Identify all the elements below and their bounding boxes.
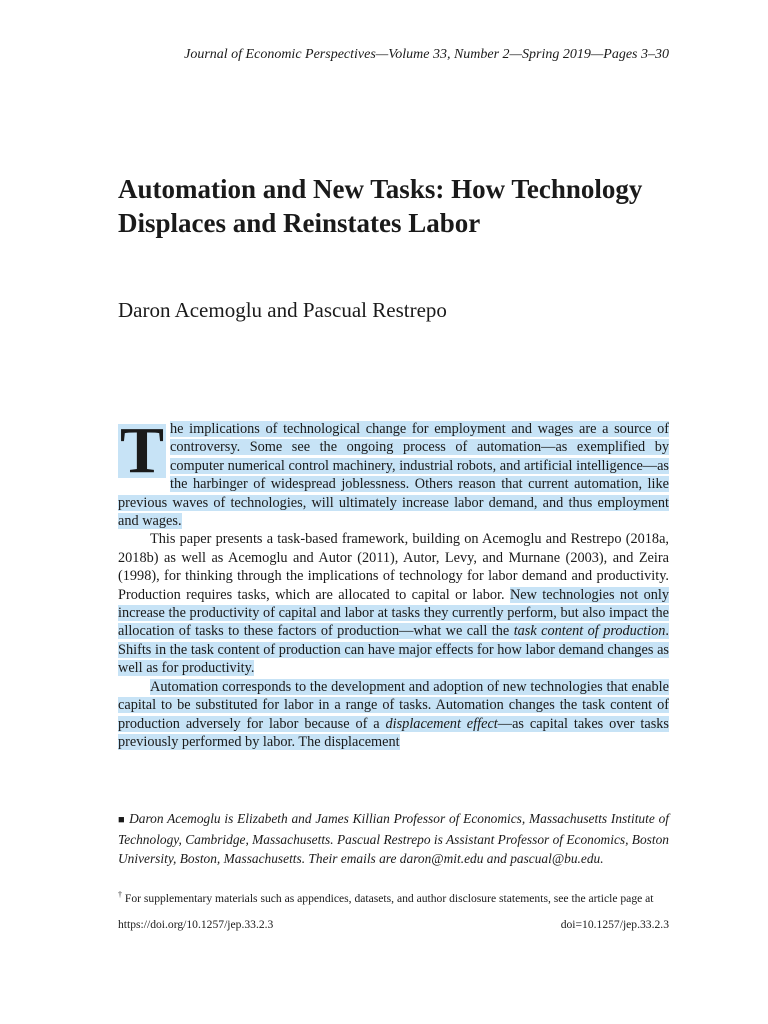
author-footnote (118, 809, 669, 869)
article-authors: Daron Acemoglu and Pascual Restrepo (118, 298, 447, 322)
highlighted-text[interactable]: . Shifts in the task content of production can have major effects for how labor demand changes as well as for productivity. (118, 623, 669, 677)
footnote-text: Daron Acemoglu is Elizabeth and James Killian Professor of Economics, Massachusetts Institute of Technology, Cambridge, Massachusetts. Pascual Restrepo is Assistant Professor of Economics, Boston University, Boston, Massachusetts. Their emails are daron@mit.edu and pascual@bu.edu. (118, 811, 669, 867)
article-body[interactable] (118, 414, 669, 751)
doi-identifier-link[interactable]: doi=10.1257/jep.33.2.3 (560, 918, 669, 931)
highlighted-text[interactable]: Automation corresponds to the development and adoption of new technologies that enable capital to be substituted for labor in a range of tasks. Automation changes the task content of production adversely for labor because of a (118, 678, 669, 732)
supplementary-note (118, 888, 669, 906)
article-title: Automation and New Tasks: How Technology Displaces and Reinstates Labor (118, 174, 643, 238)
doi-url-link[interactable]: https://doi.org/10.1257/jep.33.2.3 (118, 918, 274, 931)
running-head: Journal of Economic Perspectives—Volume 33, Number 2—Spring 2019—Pages 3–30 (184, 47, 669, 62)
drop-cap: T (120, 414, 165, 487)
supplementary-text: For supplementary materials such as appendices, datasets, and author disclosure statements, see the article page at (122, 891, 654, 905)
highlighted-text[interactable]: he implications of technological change for employment and wages are a source of controversy. Some see the ongoing process of automation—as exemplified by computer numerical control machinery, industrial robots, and artificial intelligence—as the harbinger of widespread joblessness. Others reason that current automation, like previous waves of technologies, will ultimately increase labor demand, and thus employment and wages. (118, 421, 669, 530)
paragraph-text: This paper presents a task-based framework, building on Acemoglu and Restrepo (2018a, 2018b) as well as Acemoglu and Autor (2011), Autor, Levy, and Murnane (2003), and Zeira (1998), for thinking through the implications of technology for labor demand and productivity. Production requires tasks, which are allocated to capital or labor. (118, 531, 669, 603)
paragraph-1[interactable] (118, 414, 669, 530)
highlighted-text[interactable]: New technologies not only increase the productivity of capital and labor at tasks they currently perform, but also impact the allocation of tasks to these factors of production—what we call the (118, 586, 669, 640)
article-links (118, 918, 669, 932)
highlighted-emphasis[interactable]: displacement effect (385, 715, 498, 732)
paragraph-2[interactable] (118, 530, 669, 677)
paragraph-3[interactable] (118, 678, 669, 752)
highlighted-emphasis[interactable]: task content of production (513, 623, 666, 640)
highlighted-text[interactable]: —as capital takes over tasks previously performed by labor. The displacement (118, 715, 669, 750)
footnote-marker: ■ (118, 814, 126, 826)
dagger-marker: † (118, 890, 122, 899)
